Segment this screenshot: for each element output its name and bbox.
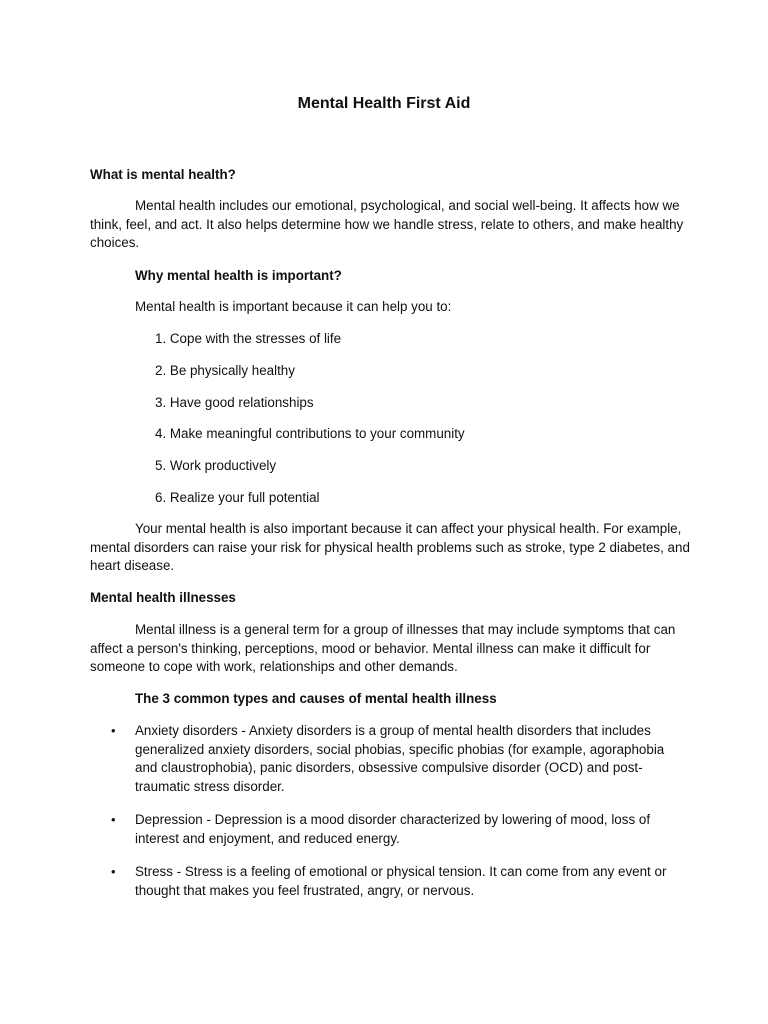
bullet-item-depression <box>111 811 690 848</box>
list-item: 4. Make meaningful contributions to your community <box>155 426 465 441</box>
list-item: 3. Have good relationships <box>155 395 314 410</box>
bullet-icon: • <box>111 864 116 879</box>
bullet-item-anxiety <box>111 722 690 796</box>
list-item: 1. Cope with the stresses of life <box>155 331 342 346</box>
paragraph-physical-health-impact: Your mental health is also important because it can affect your physical health. For example, mental disorders can raise your risk for physical health problems such as stroke, type 2 diabetes, and heart disease. <box>90 521 690 573</box>
bullet-text: Depression - Depression is a mood disorder characterized by lowering of mood, loss of interest and enjoyment, and reduced energy. <box>135 812 651 846</box>
section-heading-common-types: The 3 common types and causes of mental health illness <box>135 691 497 706</box>
paragraph-mental-health-definition: Mental health includes our emotional, psychological, and social well-being. It affects how we think, feel, and act. It also helps determine how we handle stress, relate to others, and make healthy choices. <box>90 198 684 250</box>
list-item: 5. Work productively <box>155 458 277 473</box>
list-item: 6. Realize your full potential <box>155 490 320 505</box>
bullet-text: Stress - Stress is a feeling of emotional or physical tension. It can come from any event or thought that makes you feel frustrated, angry, or nervous. <box>135 864 667 898</box>
section-heading-what-is-mental-health: What is mental health? <box>90 167 236 182</box>
section-heading-why-important: Why mental health is important? <box>135 268 342 283</box>
bullet-icon: • <box>111 723 116 738</box>
bullet-icon: • <box>111 812 116 827</box>
paragraph-mental-illness-definition: Mental illness is a general term for a group of illnesses that may include symptoms that can affect a person's thinking, perceptions, mood or behavior. Mental illness can make it difficult for someone to cope with work, relationships and other demands. <box>90 622 676 674</box>
document-title: Mental Health First Aid <box>297 95 471 112</box>
paragraph-why-intro: Mental health is important because it can help you to: <box>135 299 452 314</box>
list-item: 2. Be physically healthy <box>155 363 295 378</box>
bullet-text: Anxiety disorders - Anxiety disorders is a group of mental health disorders that includes generalized anxiety disorders, social phobias, specific phobias (for example, agoraphobia and claustrophobia), panic disorders, obsessive compulsive disorder (OCD) and post-traumatic stress disorder. <box>135 723 665 794</box>
bullet-item-stress <box>111 863 690 900</box>
section-heading-mental-health-illnesses: Mental health illnesses <box>90 590 236 605</box>
